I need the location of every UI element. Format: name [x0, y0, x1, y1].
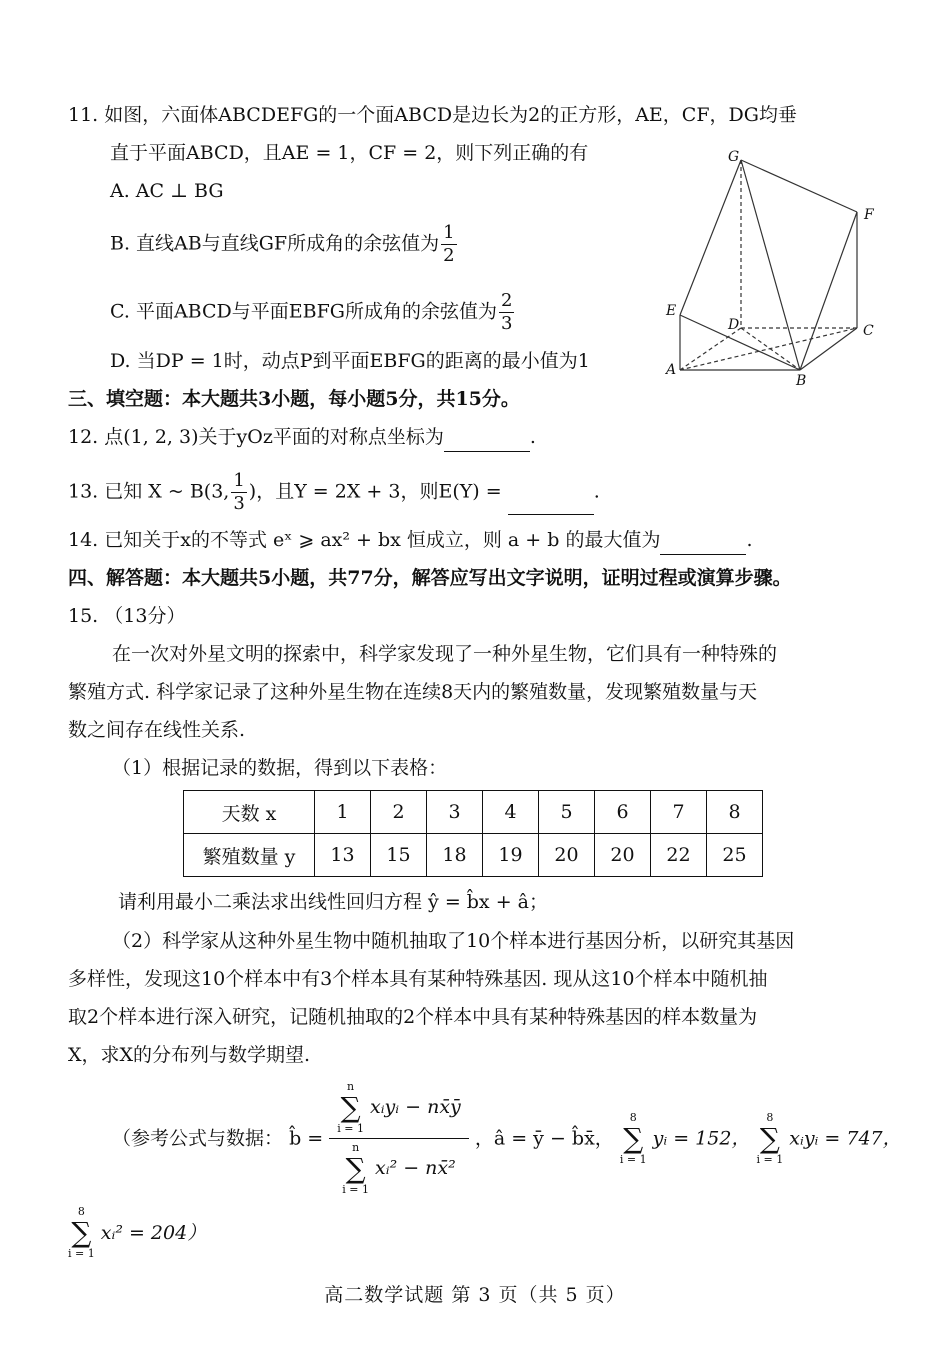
q15-part2-line4: X，求X的分布列与数学期望.: [68, 1044, 311, 1066]
reference-formula: [112, 1080, 902, 1197]
edge-AD: [680, 328, 741, 370]
q15-para1-line3: 数之间存在线性关系.: [68, 719, 246, 741]
table-cell: 25: [707, 834, 763, 877]
table-cell: 3: [427, 791, 483, 834]
q11-option-b-num: 1: [443, 222, 455, 243]
q13: [68, 470, 600, 515]
q11-number: 11.: [68, 104, 99, 126]
q13-text-after: )，且Y = 2X + 3，则E(Y) =: [248, 480, 502, 503]
q15-part2-line1: （2）科学家从这种外星生物中随机抽取了10个样本进行基因分析，以研究其基因: [112, 930, 795, 952]
label-C: C: [863, 323, 874, 339]
q15-header: [68, 601, 185, 631]
edge-GE: [680, 160, 741, 315]
q12-number: 12.: [68, 426, 99, 448]
table-cell: 18: [427, 834, 483, 877]
edge-DB: [741, 328, 800, 370]
q12: [68, 422, 536, 452]
ref-fraction: [329, 1080, 469, 1197]
sigma-icon: ∑: [71, 1216, 92, 1249]
q12-text: 点(1, 2, 3)关于yOz平面的对称点坐标为: [104, 426, 444, 448]
ref-sum-top: n: [352, 1141, 360, 1154]
ref-sum-icon: [342, 1141, 369, 1197]
q11-option-b-text: B. 直线AB与直线GF所成角的余弦值为: [110, 232, 440, 255]
edge-BC: [800, 328, 857, 370]
q13-fraction: [231, 470, 246, 515]
q15-score: （13分）: [104, 605, 186, 627]
q11-option-d: D. 当DP = 1时，动点P到平面EBFG的距离的最小值为1: [110, 350, 590, 372]
q11-option-c-fraction: [499, 290, 514, 335]
ref-sum-top: 8: [77, 1205, 85, 1218]
ref-denominator: [329, 1139, 469, 1197]
label-F: F: [864, 207, 874, 223]
q14-end: .: [746, 529, 753, 551]
ref-sum-top: n: [347, 1080, 355, 1093]
q12-end: .: [529, 426, 536, 448]
q15-part1-ask: 请利用最小二乘法求出线性回归方程 ŷ = b̂x + â；: [118, 891, 548, 913]
q11-option-a: A. AC ⊥ BG: [110, 180, 224, 202]
ref-ahat: ，â = ȳ − b̂x̄，: [474, 1127, 614, 1150]
ref-sum-top: 8: [766, 1110, 774, 1124]
q14-answer-blank[interactable]: [660, 534, 746, 555]
hexahedron-figure: [660, 145, 890, 390]
q11-stem-line2: 直于平面ABCD，且AE = 1，CF = 2，则下列正确的有: [110, 142, 589, 164]
q11-option-c-num: 2: [500, 290, 513, 311]
q15-part2-line3: 取2个样本进行深入研究，记随机抽取的2个样本中具有某种特殊基因的样本数量为: [68, 1006, 758, 1028]
table-header-x: 天数 x: [184, 791, 315, 834]
q11-option-b-fraction: [441, 222, 456, 267]
q15-part1-intro: （1）根据记录的数据，得到以下表格：: [112, 757, 448, 779]
ref-numerator: [329, 1080, 469, 1139]
ref-sum-bottom: i = 1: [68, 1247, 95, 1260]
ref-prefix: （参考公式与数据：: [112, 1127, 284, 1150]
sigma-icon: ∑: [340, 1091, 361, 1124]
table-cell: 7: [651, 791, 707, 834]
q15-para1-line2: 繁殖方式. 科学家记录了这种外星生物在连续8天内的繁殖数量，发现繁殖数量与天: [68, 681, 758, 703]
table-cell: 20: [595, 834, 651, 877]
table-cell: 1: [315, 791, 371, 834]
q15-para1-line1: 在一次对外星文明的探索中，科学家发现了一种外星生物，它们具有一种特殊的: [112, 643, 778, 665]
table-row-y: [184, 834, 763, 877]
table-cell: 8: [707, 791, 763, 834]
edge-GF: [741, 160, 857, 212]
sigma-icon: ∑: [345, 1152, 366, 1185]
label-B: B: [796, 373, 807, 389]
ref-sum-bottom: i = 1: [619, 1152, 647, 1166]
ref-sum-y: yᵢ = 152，: [652, 1127, 751, 1150]
table-cell: 19: [483, 834, 539, 877]
q13-frac-den: 3: [233, 493, 245, 514]
section3-heading: 三、填空题：本大题共3小题，每小题5分，共15分。: [68, 388, 520, 410]
table-cell: 20: [539, 834, 595, 877]
q11-option-c-den: 3: [500, 313, 513, 334]
ref-bhat: b̂ =: [289, 1127, 324, 1150]
q11-line1: [68, 100, 797, 130]
edge-GB: [741, 160, 800, 370]
q11-option-c-text: C. 平面ABCD与平面EBFG所成角的余弦值为: [110, 300, 497, 323]
ref-numerator-text: xᵢyᵢ − nx̄ȳ: [370, 1096, 461, 1118]
ref-sum-bottom: i = 1: [756, 1152, 784, 1166]
ref-sum-icon: [68, 1205, 95, 1261]
table-cell: 5: [539, 791, 595, 834]
table-cell: 2: [371, 791, 427, 834]
ref-sum-icon: [757, 1111, 784, 1167]
label-E: E: [666, 303, 677, 319]
q13-text-before: 已知 X ~ B(3,: [104, 480, 230, 503]
ref-sum-top: 8: [629, 1110, 637, 1124]
ref-sum-icon: [620, 1111, 647, 1167]
edge-FB: [800, 212, 857, 370]
data-table: [183, 790, 763, 877]
ref-sum-icon: [337, 1080, 364, 1136]
q13-frac-num: 1: [233, 470, 245, 491]
table-header-y: 繁殖数量 y: [184, 834, 315, 877]
sigma-icon: ∑: [623, 1121, 644, 1155]
q13-end: .: [593, 480, 600, 503]
ref-sum-bottom: i = 1: [337, 1122, 364, 1135]
label-D: D: [728, 317, 740, 333]
q11-option-b-den: 2: [443, 245, 455, 266]
ref-sum-xy: xᵢyᵢ = 747，: [789, 1127, 902, 1150]
ref-sum-bottom: i = 1: [342, 1183, 369, 1196]
q11-option-b: [110, 222, 459, 267]
table-cell: 6: [595, 791, 651, 834]
edge-AC: [680, 328, 857, 370]
q11-stem-line1: 如图，六面体ABCDEFG的一个面ABCD是边长为2的正方形，AE，CF，DG均垂: [104, 104, 797, 126]
q15-part2-line2: 多样性，发现这10个样本中有3个样本具有某种特殊基因. 现从这10个样本中随机抽: [68, 968, 768, 990]
label-A: A: [666, 362, 677, 378]
page-footer: 高二数学试题 第 3 页（共 5 页）: [324, 1284, 626, 1306]
reference-formula-cont: [68, 1205, 206, 1261]
q14-number: 14.: [68, 529, 99, 551]
q14-text: 已知关于x的不等式 eˣ ⩾ ax² + bx 恒成立，则 a + b 的最大值为: [104, 529, 661, 551]
section4-heading: 四、解答题：本大题共5小题，共77分，解答应写出文字说明，证明过程或演算步骤。: [68, 567, 792, 589]
sigma-icon: ∑: [759, 1121, 780, 1155]
q13-number: 13.: [68, 480, 99, 503]
ref-denominator-text: xᵢ² − nx̄²: [375, 1157, 456, 1179]
table-cell: 15: [371, 834, 427, 877]
table-cell: 13: [315, 834, 371, 877]
q13-answer-blank[interactable]: [508, 494, 594, 515]
label-G: G: [728, 149, 740, 165]
table-row-x: [184, 791, 763, 834]
q15-number: 15.: [68, 605, 99, 627]
table-cell: 4: [483, 791, 539, 834]
ref-sum-x2: xᵢ² = 204）: [100, 1222, 207, 1244]
q14: [68, 525, 753, 555]
q12-answer-blank[interactable]: [444, 431, 530, 452]
edge-EB: [680, 315, 800, 370]
table-cell: 22: [651, 834, 707, 877]
q11-option-c: [110, 290, 516, 335]
